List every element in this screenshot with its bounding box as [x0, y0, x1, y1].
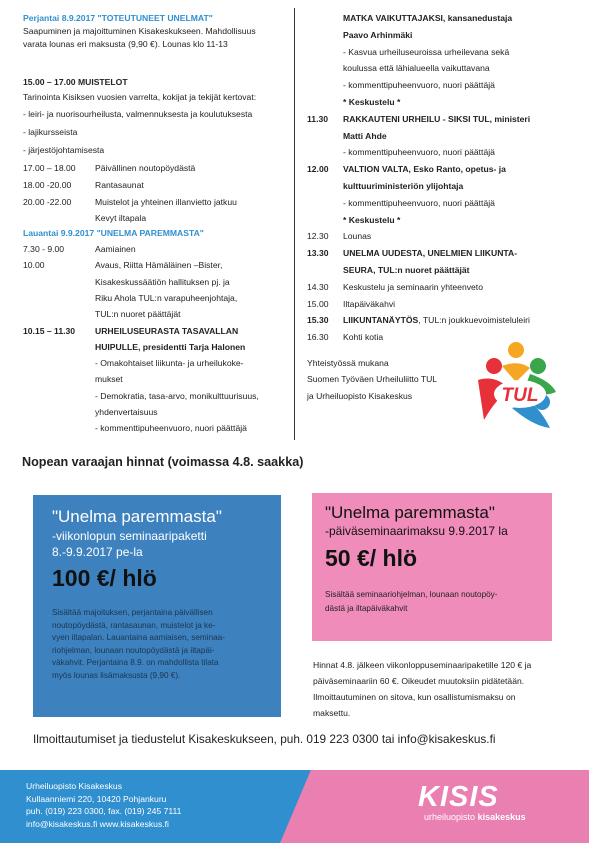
- cooperation-line-1: Yhteistyössä mukana: [307, 358, 389, 368]
- pink-box-title: "Unelma paremmasta": [325, 503, 495, 522]
- schedule-text: - Kasvua urheiluseuroissa urheilevana sekä: [343, 46, 510, 57]
- muistelot-text-4: - järjestöjohtamisesta: [23, 145, 105, 155]
- saturday-heading: Lauantai 9.9.2017 "UNELMA PAREMMASTA": [23, 228, 204, 238]
- blue-box-detail-line: myös lounas lisämaksusta (9,90 €).: [52, 670, 181, 680]
- after-text-4: maksettu.: [313, 708, 351, 718]
- schedule-time: 15.00: [307, 298, 329, 309]
- schedule-time: 16.30: [307, 332, 329, 343]
- schedule-time: 7.30 - 9.00: [23, 244, 65, 254]
- schedule-text: HUIPULLE, presidentti Tarja Halonen: [95, 341, 246, 352]
- pink-box-subtitle: -päiväseminaarimaksu 9.9.2017 la: [325, 524, 508, 538]
- schedule-text: koulussa että lähialueella vaikuttavana: [343, 63, 490, 74]
- footer-line-4: info@kisakeskus.fi www.kisakeskus.fi: [26, 818, 169, 829]
- schedule-text: RAKKAUTENI URHEILU - SIKSI TUL, ministeri: [343, 113, 531, 124]
- schedule-text: Avaus, Riitta Hämäläinen –Bister,: [95, 260, 223, 271]
- column-divider: [294, 8, 295, 440]
- friday-row-text: Rantasaunat: [95, 180, 144, 190]
- schedule-text: - kommenttipuheenvuoro, nuori päättäjä: [343, 80, 495, 91]
- footer-line-1: Urheiluopisto Kisakeskus: [26, 781, 123, 791]
- schedule-time: 12.00: [307, 164, 329, 175]
- schedule-text: - kommenttipuheenvuoro, nuori päättäjä: [343, 197, 495, 208]
- schedule-text: Riku Ahola TUL:n varapuheenjohtaja,: [95, 292, 238, 303]
- schedule-text: Iltapäiväkahvi: [343, 298, 396, 309]
- kisis-logo: [418, 782, 568, 822]
- prices-heading: Nopean varaajan hinnat (voimassa 4.8. saakka): [22, 455, 304, 469]
- schedule-text: * Keskustelu *: [343, 214, 401, 225]
- pink-box-details-1: Sisältää seminaariohjelman, lounaan noutopöy-: [325, 590, 498, 599]
- schedule-text: * Keskustelu *: [343, 97, 401, 107]
- blue-box-details: [52, 607, 225, 683]
- schedule-time: 13.30: [307, 248, 329, 259]
- schedule-time: 14.30: [307, 281, 329, 292]
- blue-box-subtitle-2: 8.-9.9.2017 pe-la: [52, 545, 143, 559]
- schedule-time: 11.30: [307, 113, 329, 124]
- schedule-text: LIIKUNTANÄYTÖS, TUL:n joukkuevoimisteluleiri: [343, 315, 530, 326]
- weekend-package-box: [33, 495, 281, 717]
- friday-row-time: 17.00 – 18.00: [23, 163, 76, 173]
- schedule-text: - Demokratia, tasa-arvo, monikulttuurisuus,: [95, 390, 259, 401]
- schedule-time: 10.00: [23, 260, 45, 271]
- schedule-text: Matti Ahde: [343, 130, 387, 141]
- schedule-text: Keskustelu ja seminaarin yhteenveto: [343, 281, 483, 292]
- blue-box-title: "Unelma paremmasta": [52, 507, 222, 526]
- schedule-text: UNELMA UUDESTA, UNELMIEN LIIKUNTA-: [343, 248, 518, 259]
- muistelot-text-2: - leiri- ja nuorisourheilusta, valmennuksesta ja koulutuksesta: [23, 109, 253, 119]
- friday-text-2: varata lounas eri maksusta (9,90 €). Lounas klo 11-13: [23, 39, 228, 49]
- blue-box-detail-line: Sisältää majoituksen, perjantaina päivällisen: [52, 608, 213, 617]
- blue-box-detail-line: väkahvit. Perjantaina 8.9. on mahdollista tilata: [52, 658, 219, 668]
- cooperation-line-3: ja Urheiluopisto Kisakeskus: [307, 391, 413, 401]
- schedule-time: 12.30: [307, 231, 329, 242]
- blue-box-subtitle-1: -viikonlopun seminaaripaketti: [52, 529, 207, 543]
- schedule-text: Paavo Arhinmäki: [343, 29, 413, 40]
- schedule-text: kulttuuriministeriön ylijohtaja: [343, 181, 464, 191]
- schedule-text: MATKA VAIKUTTAJAKSI, kansanedustaja: [343, 13, 513, 23]
- muistelot-text-1: Tarinointa Kisiksen vuosien varrelta, kokijat ja tekijät kertovat:: [23, 92, 257, 102]
- schedule-text: VALTION VALTA, Esko Ranto, opetus- ja: [343, 164, 506, 175]
- registration-info: Ilmoittautumiset ja tiedustelut Kisakeskukseen, puh. 019 223 0300 tai info@kisakeskus.fi: [33, 732, 496, 746]
- friday-text-1: Saapuminen ja majoittuminen Kisakeskukseen. Mahdollisuus: [23, 26, 256, 36]
- schedule-text: TUL:n nuoret päättäjät: [95, 309, 181, 320]
- schedule-time: 15.30: [307, 315, 329, 326]
- schedule-text: URHEILUSEURASTA TASAVALLAN: [95, 325, 239, 336]
- muistelot-heading: 15.00 – 17.00 MUISTELOT: [23, 77, 128, 87]
- kisis-logo-subtitle: [424, 812, 568, 822]
- after-text-1: Hinnat 4.8. jälkeen viikonloppuseminaaripaketille 120 € ja: [313, 660, 532, 670]
- schedule-text: Lounas: [343, 231, 372, 242]
- friday-row-text: Kevyt iltapala: [95, 213, 147, 223]
- day-seminar-box: [312, 493, 552, 641]
- after-text-3: Ilmoittautuminen on sitova, kun osallistumismaksu on: [313, 692, 516, 702]
- footer-contact: [26, 780, 181, 830]
- schedule-text: yhdenvertaisuus: [95, 407, 158, 417]
- schedule-text: mukset: [95, 374, 123, 385]
- kisis-logo-text: KISIS: [418, 781, 499, 813]
- schedule-text: - kommenttipuheenvuoro, nuori päättäjä: [343, 147, 495, 158]
- tul-logo-text: TUL: [501, 385, 539, 406]
- muistelot-text-3: - lajikursseista: [23, 127, 78, 137]
- schedule-text: Kisakeskussäätiön hallituksen pj. ja: [95, 276, 230, 287]
- after-text-2: päiväseminaariin 60 €. Oikeudet muutoksiin pidätetään.: [313, 676, 525, 686]
- kisis-sub-right: kisakeskus: [477, 812, 526, 822]
- friday-row-text: Päivällinen noutopöydästä: [95, 163, 196, 173]
- blue-box-detail-line: riohjelman, lounaan noutopöydästä ja iltapäi-: [52, 645, 215, 655]
- friday-row-time: 20.00 -22.00: [23, 197, 72, 207]
- friday-row-time: 18.00 -20.00: [23, 180, 72, 190]
- pink-box-price: 50 €/ hlö: [325, 545, 418, 571]
- footer-line-2: Kullaanniemi 220, 10420 Pohjankuru: [26, 793, 167, 804]
- blue-box-detail-line: vyen iltapalan. Lauantaina aamiaisen, seminaa-: [52, 633, 225, 643]
- schedule-time: 10.15 – 11.30: [23, 325, 76, 336]
- schedule-text: - Omakohtaiset liikunta- ja urheilukoke-: [95, 358, 244, 369]
- blue-box-detail-line: noutopöydästä, rantasaunan, muistelot ja ke-: [52, 620, 216, 630]
- friday-row-text: Muistelot ja yhteinen illanvietto jatkuu: [95, 197, 237, 207]
- schedule-text: Aamiainen: [95, 244, 136, 254]
- schedule-text: Kohti kotia: [343, 332, 384, 343]
- pink-box-details-2: dästä ja iltapäiväkahvit: [325, 604, 408, 613]
- cooperation-line-2: Suomen Työväen Urheiluliitto TUL: [307, 374, 438, 384]
- kisis-sub-left: urheiluopisto: [424, 812, 476, 822]
- schedule-text: SEURA, TUL:n nuoret päättäjät: [343, 265, 470, 275]
- schedule-text: - kommenttipuheenvuoro, nuori päättäjä: [95, 423, 247, 434]
- friday-heading: Perjantai 8.9.2017 "TOTEUTUNEET UNELMAT": [23, 13, 213, 23]
- blue-box-price: 100 €/ hlö: [52, 565, 157, 591]
- tul-logo: [472, 336, 560, 436]
- footer-line-3: puh. (019) 223 0300, fax. (019) 245 7111: [26, 806, 182, 817]
